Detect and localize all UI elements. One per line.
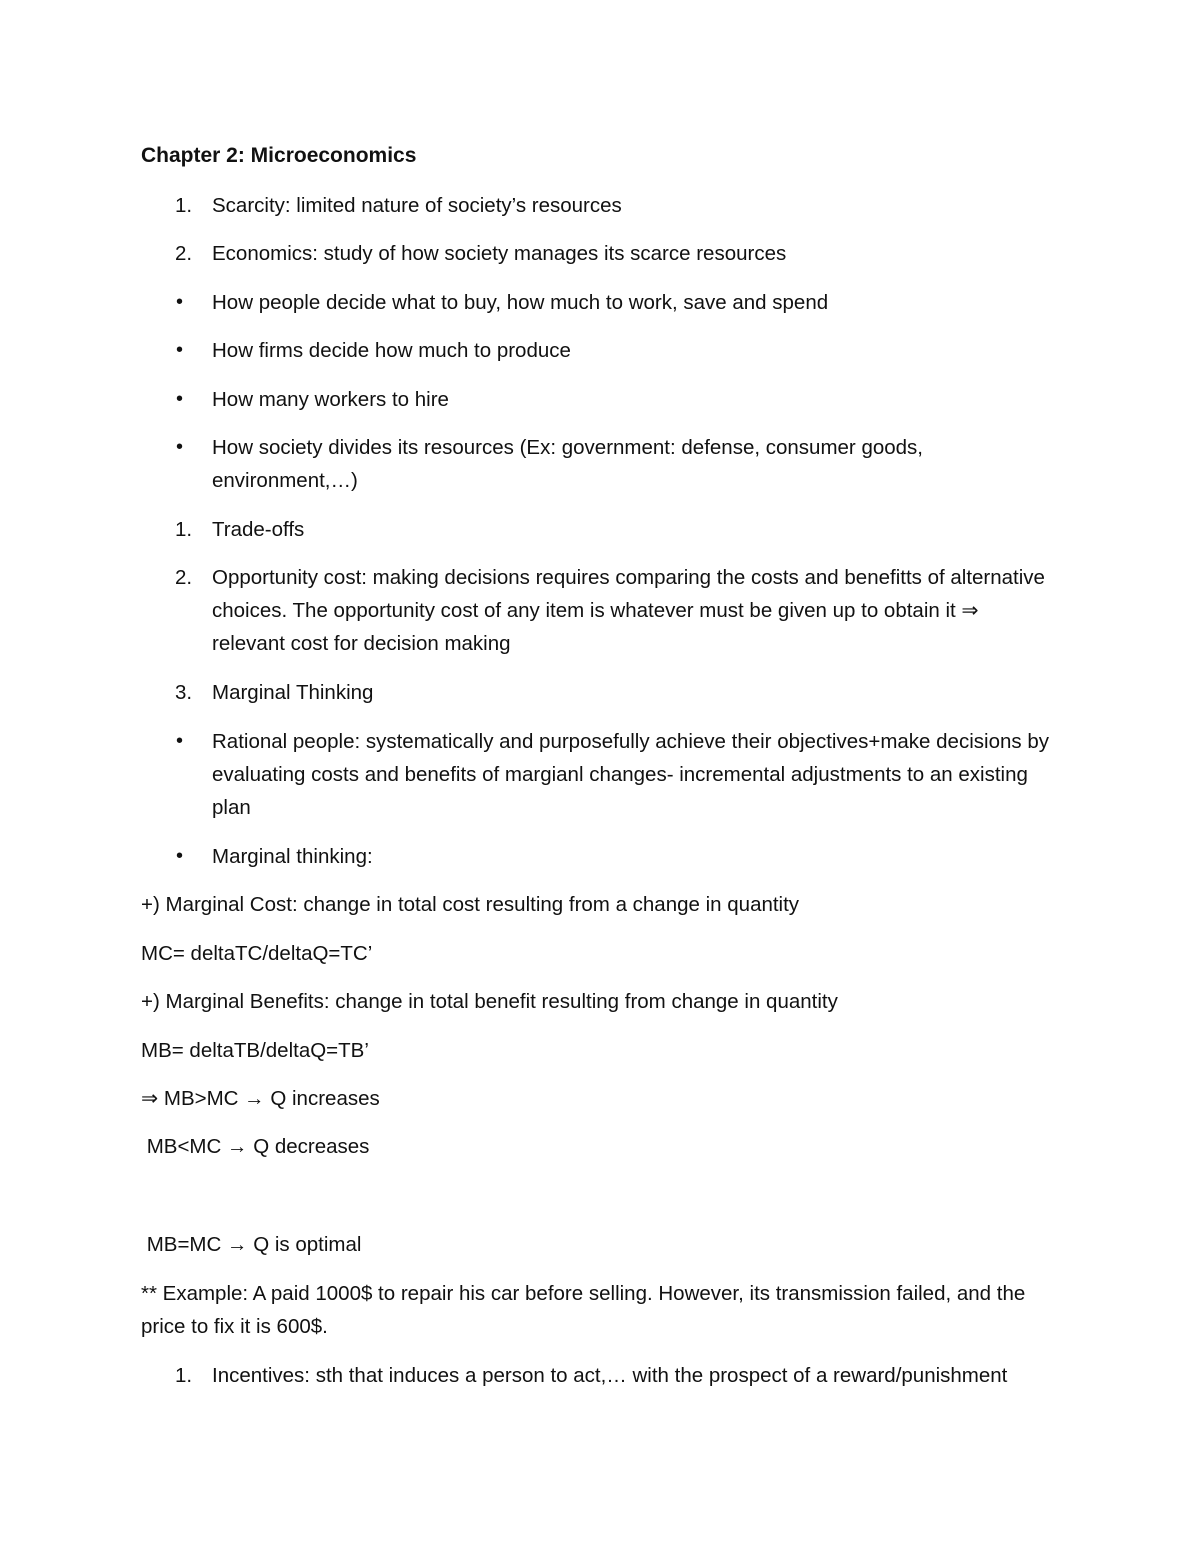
text-line: +) Marginal Cost: change in total cost resulting from a change in quantity: [141, 893, 800, 916]
list-marker: 2.: [175, 242, 193, 265]
text-line: MC= deltaTC/deltaQ=TC’: [141, 942, 373, 965]
bullet-item: Marginal thinking:: [212, 845, 373, 868]
bullet-item: How society divides its resources (Ex: government: defense, consumer goods, environment,…): [212, 436, 923, 492]
list-marker: 1.: [175, 194, 193, 217]
list-item: Scarcity: limited nature of society’s resources: [212, 194, 622, 217]
list-marker: 2.: [175, 566, 193, 589]
bullet-item: Rational people: systematically and purposefully achieve their objectives+make decisions by evaluating costs and benefits of margianl changes- incremental adjustments to an existing plan: [212, 730, 1049, 819]
list-item: Marginal Thinking: [212, 681, 374, 704]
bullet-icon: •: [176, 388, 184, 410]
bullet-icon: •: [176, 436, 184, 458]
list-item: Incentives: sth that induces a person to act,… with the prospect of a reward/punishment: [212, 1364, 1008, 1387]
bullet-item: How firms decide how much to produce: [212, 339, 571, 362]
bullet-item: How many workers to hire: [212, 388, 449, 411]
text-line: MB= deltaTB/deltaQ=TB’: [141, 1039, 369, 1062]
bullet-icon: •: [176, 845, 184, 867]
list-item: Trade-offs: [212, 518, 305, 541]
bullet-icon: •: [176, 339, 184, 361]
list-item: Economics: study of how society manages its scarce resources: [212, 242, 787, 265]
bullet-icon: •: [176, 291, 184, 313]
text-line: ⇒ MB>MC → Q increases: [141, 1087, 380, 1110]
text-line: MB<MC → Q decreases: [141, 1135, 370, 1158]
text-line: +) Marginal Benefits: change in total benefit resulting from change in quantity: [141, 990, 838, 1013]
bullet-item: How people decide what to buy, how much to work, save and spend: [212, 291, 829, 314]
text-line: MB=MC → Q is optimal: [141, 1233, 362, 1256]
list-marker: 1.: [175, 1364, 193, 1387]
example-paragraph: ** Example: A paid 1000$ to repair his car before selling. However, its transmission failed, and the price to fix it is 600$.: [141, 1282, 1026, 1338]
page-title: Chapter 2: Microeconomics: [141, 144, 417, 167]
list-marker: 3.: [175, 681, 193, 704]
list-item: Opportunity cost: making decisions requires comparing the costs and benefitts of alternative choices. The opportunity cost of any item is whatever must be given up to obtain it ⇒ relevant cost for decision making: [212, 566, 1045, 655]
bullet-icon: •: [176, 730, 184, 752]
list-marker: 1.: [175, 518, 193, 541]
